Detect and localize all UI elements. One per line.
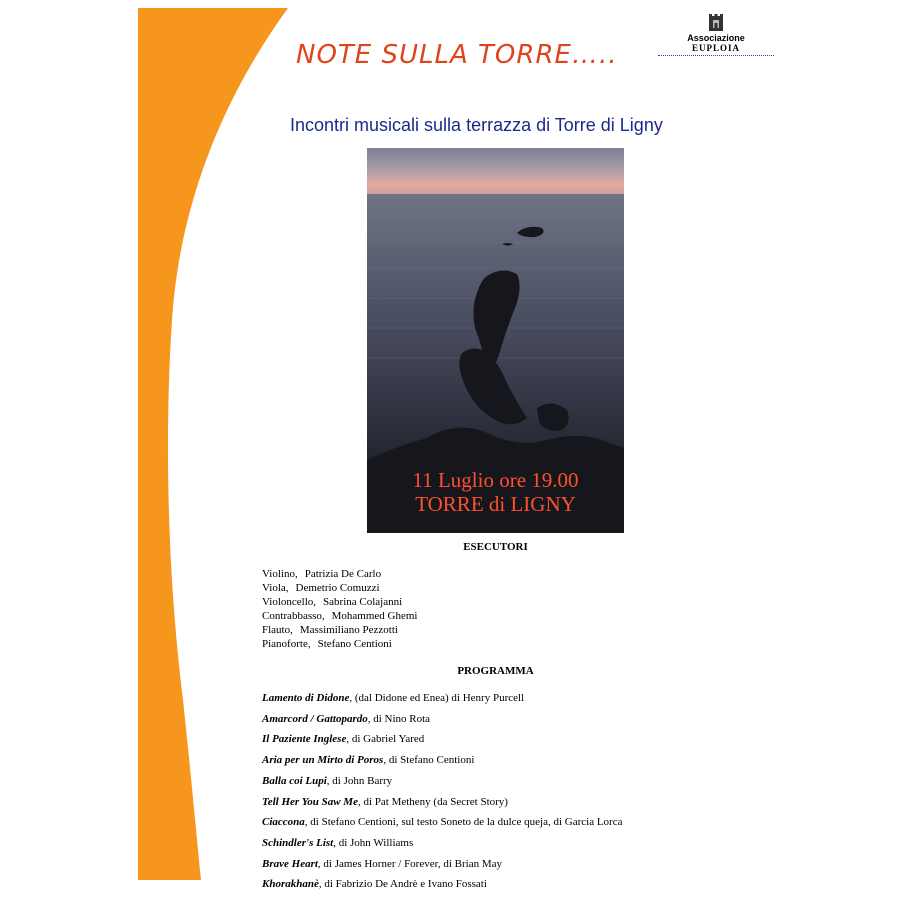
piece-credit: , di Stefano Centioni xyxy=(383,754,475,767)
sea-rocks-photo xyxy=(367,148,624,533)
piece-title: Schindler's List xyxy=(262,836,334,849)
piece-credit: , di John Barry xyxy=(326,774,393,787)
piece-title: Khorakhanè xyxy=(262,878,319,891)
performer-instrument: Violoncello, xyxy=(262,596,317,608)
program-item xyxy=(262,812,622,833)
performer-instrument: Flauto, xyxy=(262,624,293,636)
performer-name: Stefano Centioni xyxy=(317,638,392,650)
program-item xyxy=(262,771,622,792)
performer-instrument: Viola, xyxy=(262,582,289,594)
piece-credit: , di Stefano Centioni, sul testo Soneto de la dulce queja, di Garcia Lorca xyxy=(304,816,623,829)
piece-title: Il Paziente Inglese xyxy=(262,733,347,746)
piece-title: Lamento di Didone xyxy=(262,692,350,704)
program-list xyxy=(262,688,622,895)
performer-item xyxy=(262,623,418,637)
subtitle: Incontri musicali sulla terrazza di Torre di Ligny xyxy=(290,115,663,135)
event-date-time: 11 Luglio ore 19.00 xyxy=(412,468,579,492)
performer-name: Patrizia De Carlo xyxy=(304,568,382,580)
piece-credit: , di Pat Metheny (da Secret Story) xyxy=(357,795,508,808)
logo-line-name: EUPLOIA xyxy=(691,43,740,53)
logo-line-association: Associazione xyxy=(687,33,745,43)
piece-credit: , di Fabrizio De Andrè e Ivano Fossati xyxy=(318,878,487,891)
piece-title: Brave Heart xyxy=(262,857,318,870)
performer-instrument: Pianoforte, xyxy=(262,638,311,650)
performer-instrument: Violino, xyxy=(262,568,298,580)
program-item xyxy=(262,688,622,709)
piece-credit: , di Gabriel Yared xyxy=(346,733,425,746)
program-item xyxy=(262,750,622,771)
performer-item xyxy=(262,567,418,581)
program-heading: PROGRAMMA xyxy=(457,665,534,677)
association-logo xyxy=(658,14,774,56)
performer-instrument: Contrabbasso, xyxy=(262,610,325,622)
performer-item xyxy=(262,609,418,623)
performer-name: Mohammed Ghemi xyxy=(331,610,418,622)
performers-list xyxy=(262,567,418,651)
performer-name: Demetrio Comuzzi xyxy=(295,582,380,594)
performers-heading: ESECUTORI xyxy=(463,541,528,553)
program-item xyxy=(262,874,622,895)
piece-title: Amarcord / Gattopardo xyxy=(262,712,368,725)
program-item xyxy=(262,709,622,730)
piece-title: Tell Her You Saw Me xyxy=(262,795,358,808)
performer-item xyxy=(262,581,418,595)
performer-name: Massimiliano Pezzotti xyxy=(299,624,398,636)
piece-title: Ciaccona xyxy=(262,816,305,829)
performer-item xyxy=(262,637,418,651)
piece-title: Balla coi Lupi xyxy=(262,774,327,787)
piece-credit: , (dal Didone ed Enea) di Henry Purcell xyxy=(349,692,525,704)
tower-emblem-icon xyxy=(708,14,724,31)
event-location: TORRE di LIGNY xyxy=(415,492,576,516)
performer-item xyxy=(262,595,418,609)
program-item xyxy=(262,833,622,854)
piece-credit: , di John Williams xyxy=(333,836,414,849)
logo-dotted-rule xyxy=(658,55,774,56)
piece-title: Aria per un Mirto di Poros xyxy=(262,754,384,767)
page-title: NOTE SULLA TORRE….. xyxy=(296,40,618,70)
program-item xyxy=(262,854,622,875)
piece-credit: , di James Horner / Forever, di Brian May xyxy=(317,857,502,870)
program-item xyxy=(262,729,622,750)
performer-name: Sabrina Colajanni xyxy=(323,596,403,608)
piece-credit: , di Nino Rota xyxy=(367,712,431,725)
program-item xyxy=(262,792,622,813)
